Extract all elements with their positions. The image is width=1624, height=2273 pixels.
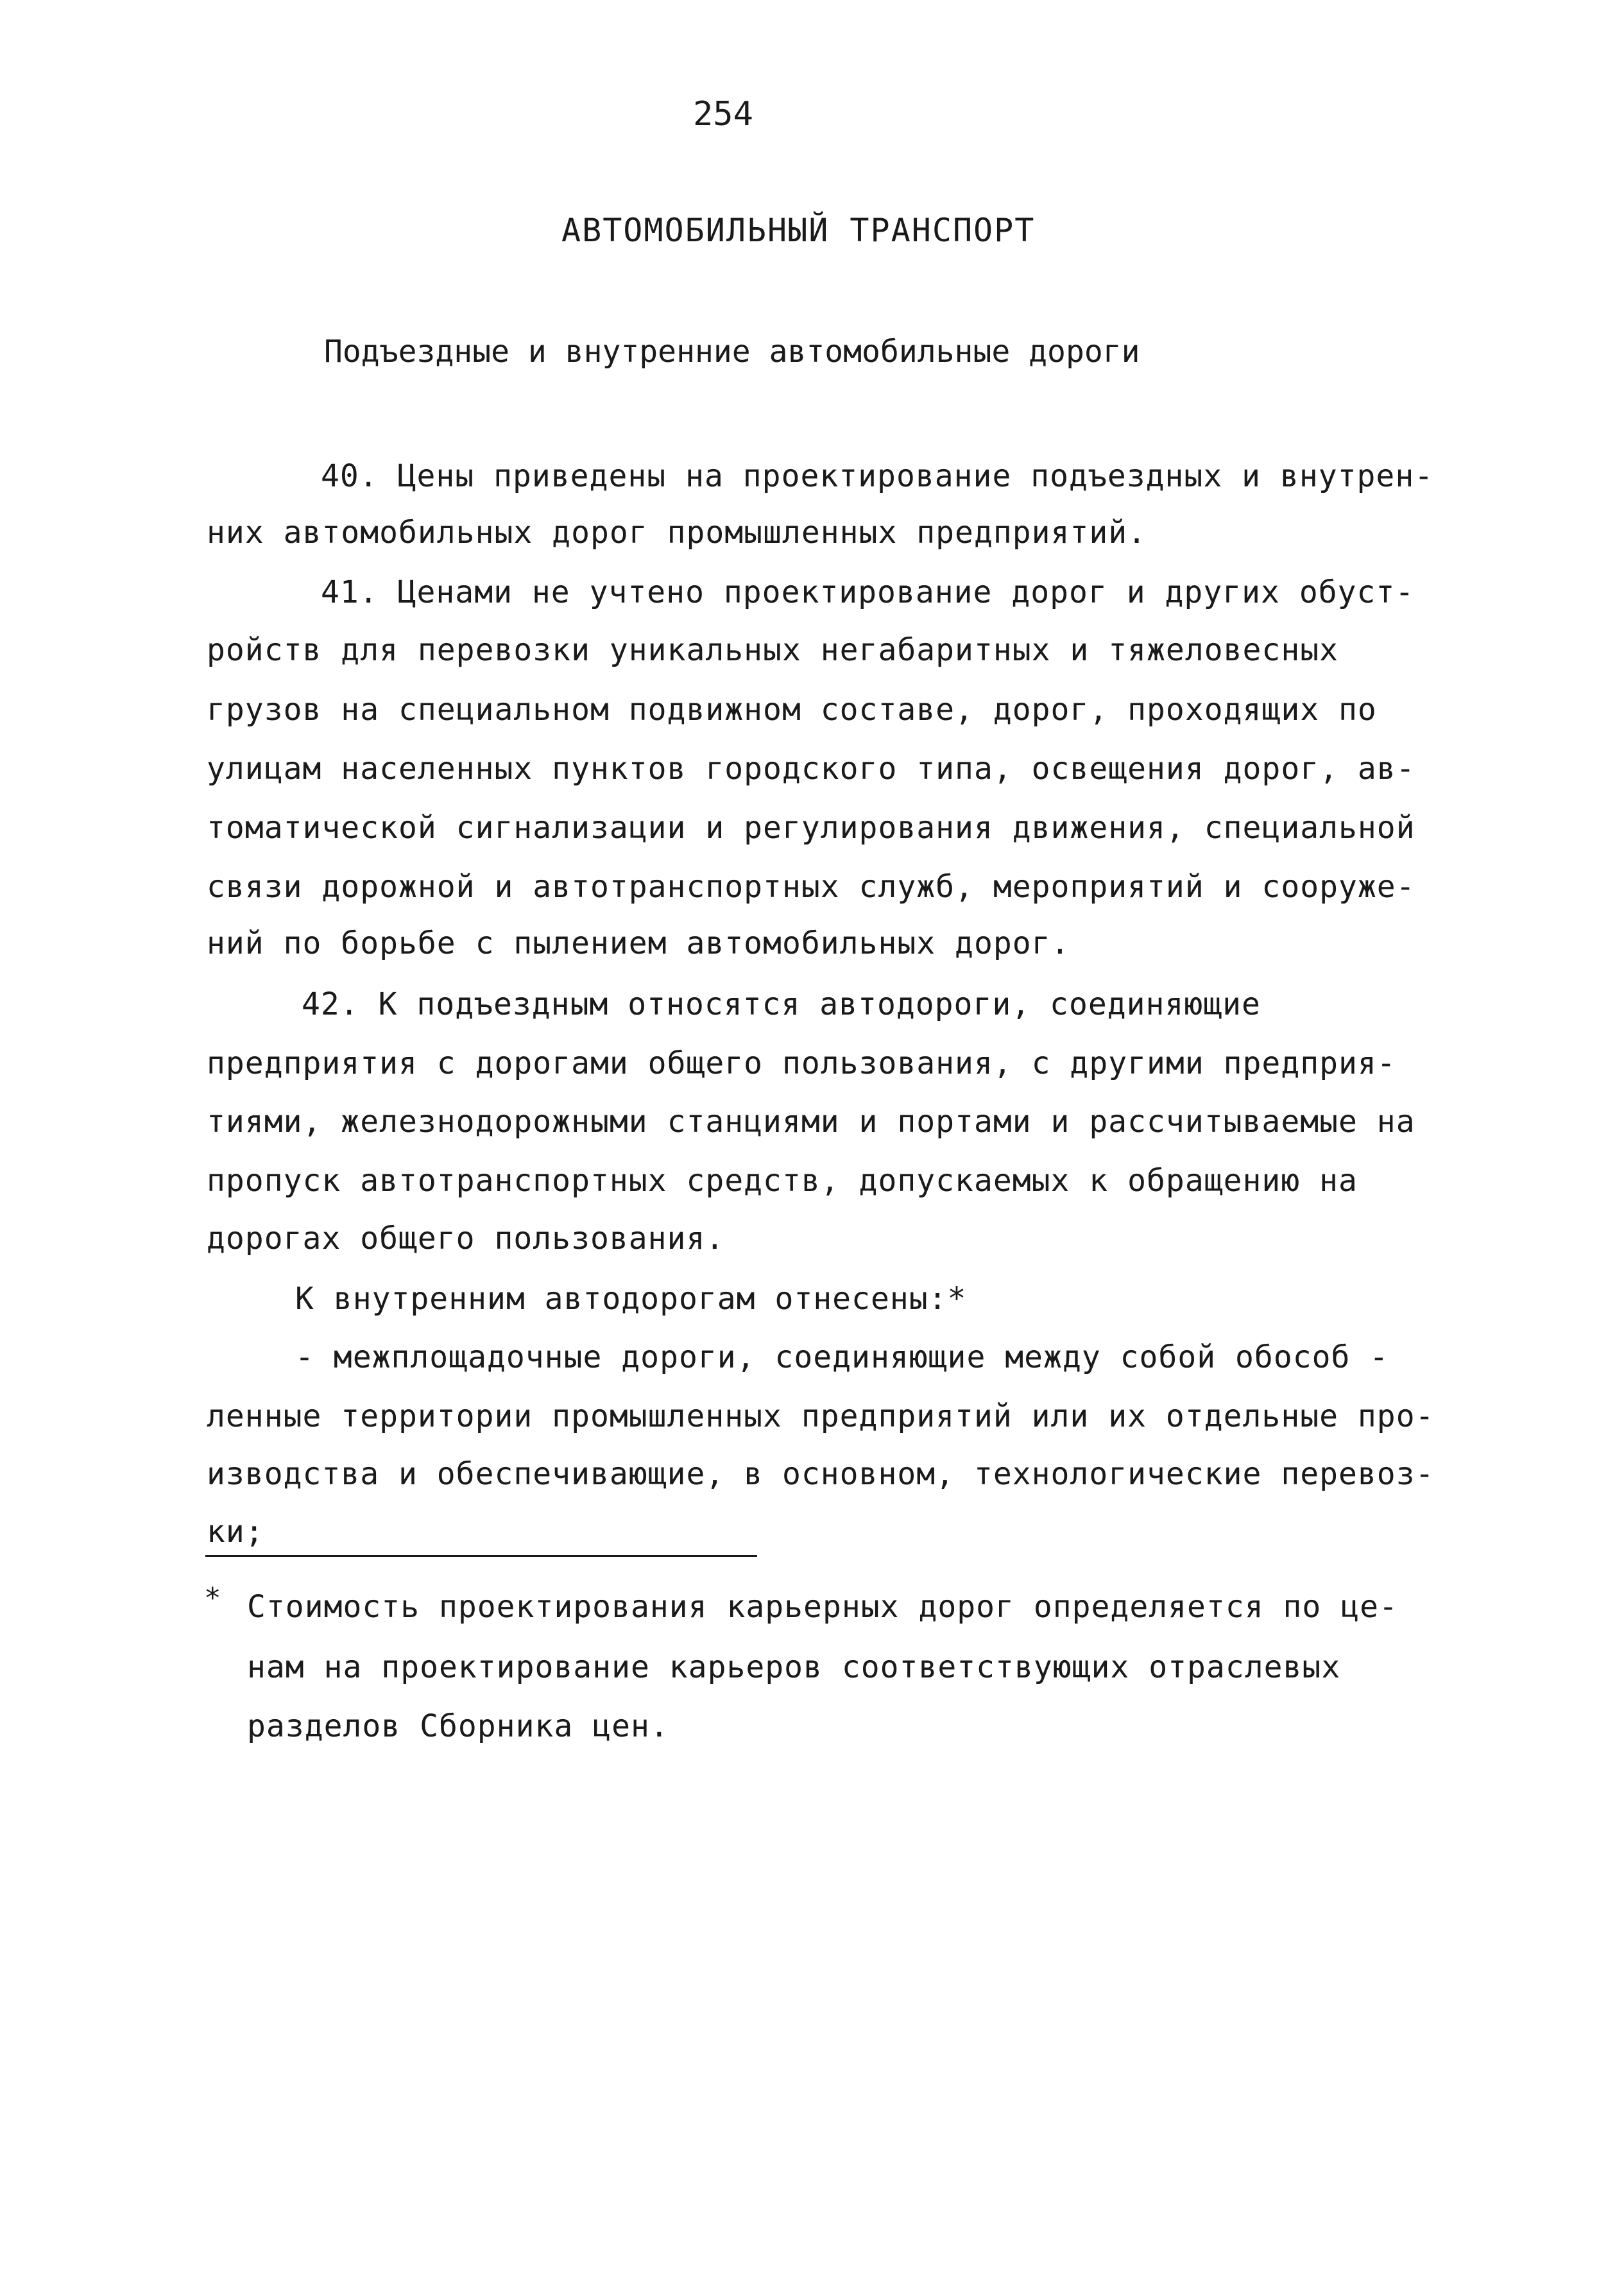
- body-line: дорогах общего пользования.: [207, 1221, 725, 1257]
- section-heading: АВТОМОБИЛЬНЫЙ ТРАНСПОРТ: [561, 212, 1036, 249]
- body-line: 41. Ценами не учтено проектирование дорог и других обуст-: [321, 574, 1415, 610]
- body-line: улицам населенных пунктов городского типа, освещения дорог, ав-: [207, 751, 1415, 787]
- footnote-divider: [205, 1555, 757, 1557]
- body-line: тиями, железнодорожными станциями и портами и рассчитываемые на: [207, 1104, 1415, 1140]
- body-line: К внутренним автодорогам отнесены:*: [295, 1281, 967, 1317]
- body-line: 42. К подъездным относятся автодороги, соединяющие: [302, 986, 1261, 1022]
- body-line: грузов на специальном подвижном составе, дорог, проходящих по: [207, 692, 1377, 728]
- body-line: предприятия с дорогами общего пользования, с другими предприя-: [207, 1045, 1396, 1081]
- body-line: пропуск автотранспортных средств, допускаемых к обращению на: [207, 1163, 1358, 1199]
- page-number: 254: [693, 95, 753, 133]
- footnote-line: нам на проектирование карьеров соответствующих отраслевых: [247, 1649, 1341, 1685]
- body-line: - межплощадочные дороги, соединяющие между собой обособ -: [295, 1339, 1389, 1375]
- footnote-line: разделов Сборника цен.: [247, 1708, 669, 1744]
- body-line: ки;: [207, 1514, 264, 1550]
- body-line: ройств для перевозки уникальных негабаритных и тяжеловесных: [207, 632, 1339, 668]
- body-line: томатической сигнализации и регулирования движения, специальной: [207, 810, 1415, 846]
- body-line: них автомобильных дорог промышленных предприятий.: [207, 515, 1147, 551]
- footnote-line: Стоимость проектирования карьерных дорог определяется по це-: [247, 1589, 1398, 1625]
- body-line: ленные территории промышленных предприятий или их отдельные про-: [207, 1398, 1435, 1434]
- body-line: связи дорожной и автотранспортных служб, мероприятий и сооруже-: [207, 869, 1415, 905]
- body-line: ний по борьбе с пылением автомобильных дорог.: [207, 925, 1070, 961]
- footnote-marker: *: [204, 1582, 221, 1615]
- body-line: 40. Цены приведены на проектирование подъездных и внутрен-: [321, 458, 1434, 494]
- body-line: изводства и обеспечивающие, в основном, технологические перевоз-: [207, 1456, 1435, 1492]
- section-subheading: Подъездные и внутренние автомобильные дороги: [324, 334, 1140, 370]
